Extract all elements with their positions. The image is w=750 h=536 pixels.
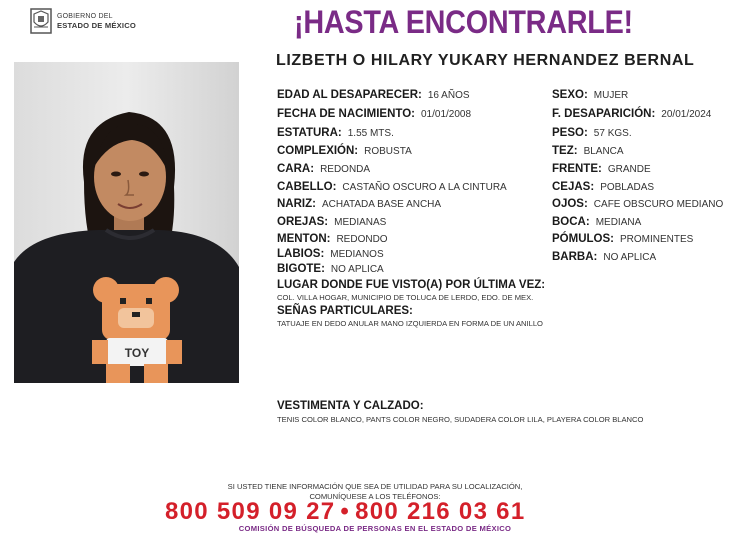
detail-label: NARIZ: <box>277 198 316 210</box>
detail-eyebrows <box>552 180 654 195</box>
detail-label: FRENTE: <box>552 163 602 175</box>
contact-text-1: SI USTED TIENE INFORMACIÓN QUE SEA DE UTILIDAD PARA SU LOCALIZACIÓN, <box>227 482 523 491</box>
detail-mustache <box>277 262 384 277</box>
detail-age <box>277 88 470 103</box>
detail-sex <box>552 88 628 103</box>
detail-value: ACHATADA BASE ANCHA <box>321 199 442 210</box>
detail-value: MEDIANOS <box>330 249 384 260</box>
detail-label: SEXO: <box>552 89 588 101</box>
detail-hair <box>277 180 507 195</box>
detail-lips <box>277 247 384 262</box>
photo-illustration <box>14 62 239 383</box>
detail-forehead <box>552 162 651 177</box>
detail-build <box>277 144 412 159</box>
missing-person-photo <box>14 62 239 383</box>
detail-value: MEDIANAS <box>334 217 387 228</box>
detail-label: OJOS: <box>552 198 588 210</box>
detail-value: POBLADAS <box>600 182 655 193</box>
detail-value: 16 AÑOS <box>427 90 470 101</box>
commission-name: COMISIÓN DE BÚSQUEDA DE PERSONAS EN EL ESTADO DE MÉXICO <box>238 524 512 533</box>
detail-value: MEDIANA <box>595 217 642 228</box>
phone-numbers <box>165 498 575 526</box>
detail-label: PÓMULOS: <box>552 233 614 245</box>
detail-label: CABELLO: <box>277 181 337 193</box>
phone-2[interactable]: 800 216 03 61 <box>355 498 526 525</box>
detail-label: EDAD AL DESAPARECER: <box>277 89 422 101</box>
marks-label: SEÑAS PARTICULARES: <box>277 305 413 317</box>
detail-ears <box>277 215 386 230</box>
detail-label: ESTATURA: <box>277 127 342 139</box>
clothing-label: VESTIMENTA Y CALZADO: <box>277 400 424 412</box>
logo-text <box>57 12 136 30</box>
marks-value: TATUAJE EN DEDO ANULAR MANO IZQUIERDA EN FORMA DE UN ANILLO <box>277 319 543 328</box>
detail-label: F. DESAPARICIÓN: <box>552 108 656 120</box>
detail-value: BLANCA <box>583 146 624 157</box>
detail-height <box>277 126 394 141</box>
detail-label: BARBA: <box>552 251 598 263</box>
detail-value: 1.55 MTS. <box>347 128 394 139</box>
detail-value: REDONDO <box>336 234 388 245</box>
detail-label: TEZ: <box>552 145 578 157</box>
detail-label: FECHA DE NACIMIENTO: <box>277 108 415 120</box>
last-seen-value: COL. VILLA HOGAR, MUNICIPIO DE TOLUCA DE LERDO, EDO. DE MEX. <box>277 293 534 302</box>
headline: ¡HASTA ENCONTRARLE! <box>294 4 633 40</box>
detail-label: CARA: <box>277 163 315 175</box>
detail-value: NO APLICA <box>603 252 657 263</box>
detail-label: BIGOTE: <box>277 263 325 275</box>
detail-eyes <box>552 197 723 212</box>
detail-value: GRANDE <box>607 164 651 175</box>
person-name: LIZBETH O HILARY YUKARY HERNANDEZ BERNAL <box>276 52 695 69</box>
detail-value: 20/01/2024 <box>661 109 712 120</box>
detail-birthdate <box>277 107 471 122</box>
detail-chin <box>277 232 388 247</box>
contact-text-2: COMUNÍQUESE A LOS TELÉFONOS: <box>309 492 441 501</box>
clothing-value: TENIS COLOR BLANCO, PANTS COLOR NEGRO, SUDADERA COLOR LILA, PLAYERA COLOR BLANCO <box>277 415 644 424</box>
phone-1[interactable]: 800 509 09 27 <box>165 498 336 525</box>
last-seen-label: LUGAR DONDE FUE VISTO(A) POR ÚLTIMA VEZ: <box>277 279 546 291</box>
detail-value: PROMINENTES <box>619 234 694 245</box>
phone-separator: • <box>340 498 351 525</box>
detail-nose <box>277 197 441 212</box>
detail-value: 57 KGS. <box>593 128 632 139</box>
detail-label: COMPLEXIÓN: <box>277 145 359 157</box>
detail-label: PESO: <box>552 127 588 139</box>
detail-disappearance-date <box>552 107 711 122</box>
shirt-text: TOY <box>124 346 150 360</box>
logo-line-1: GOBIERNO DEL <box>57 13 113 20</box>
detail-label: OREJAS: <box>277 216 329 228</box>
state-seal-icon <box>30 8 52 34</box>
detail-value: CASTAÑO OSCURO A LA CINTURA <box>342 182 507 193</box>
detail-value: REDONDA <box>320 164 371 175</box>
detail-value: 01/01/2008 <box>421 109 472 120</box>
government-logo <box>30 6 160 36</box>
detail-cheekbones <box>552 232 693 247</box>
detail-value: MUJER <box>593 90 629 101</box>
detail-value: NO APLICA <box>330 264 384 275</box>
logo-line-2: ESTADO DE MÉXICO <box>57 21 137 30</box>
detail-value: ROBUSTA <box>364 146 412 157</box>
detail-value: CAFE OBSCURO MEDIANO <box>593 199 724 210</box>
detail-label: CEJAS: <box>552 181 595 193</box>
detail-face <box>277 162 370 177</box>
detail-mouth <box>552 215 641 230</box>
detail-label: BOCA: <box>552 216 590 228</box>
detail-label: LABIOS: <box>277 248 325 260</box>
detail-complexion <box>552 144 624 159</box>
detail-weight <box>552 126 632 141</box>
detail-label: MENTON: <box>277 233 331 245</box>
detail-beard <box>552 250 656 265</box>
